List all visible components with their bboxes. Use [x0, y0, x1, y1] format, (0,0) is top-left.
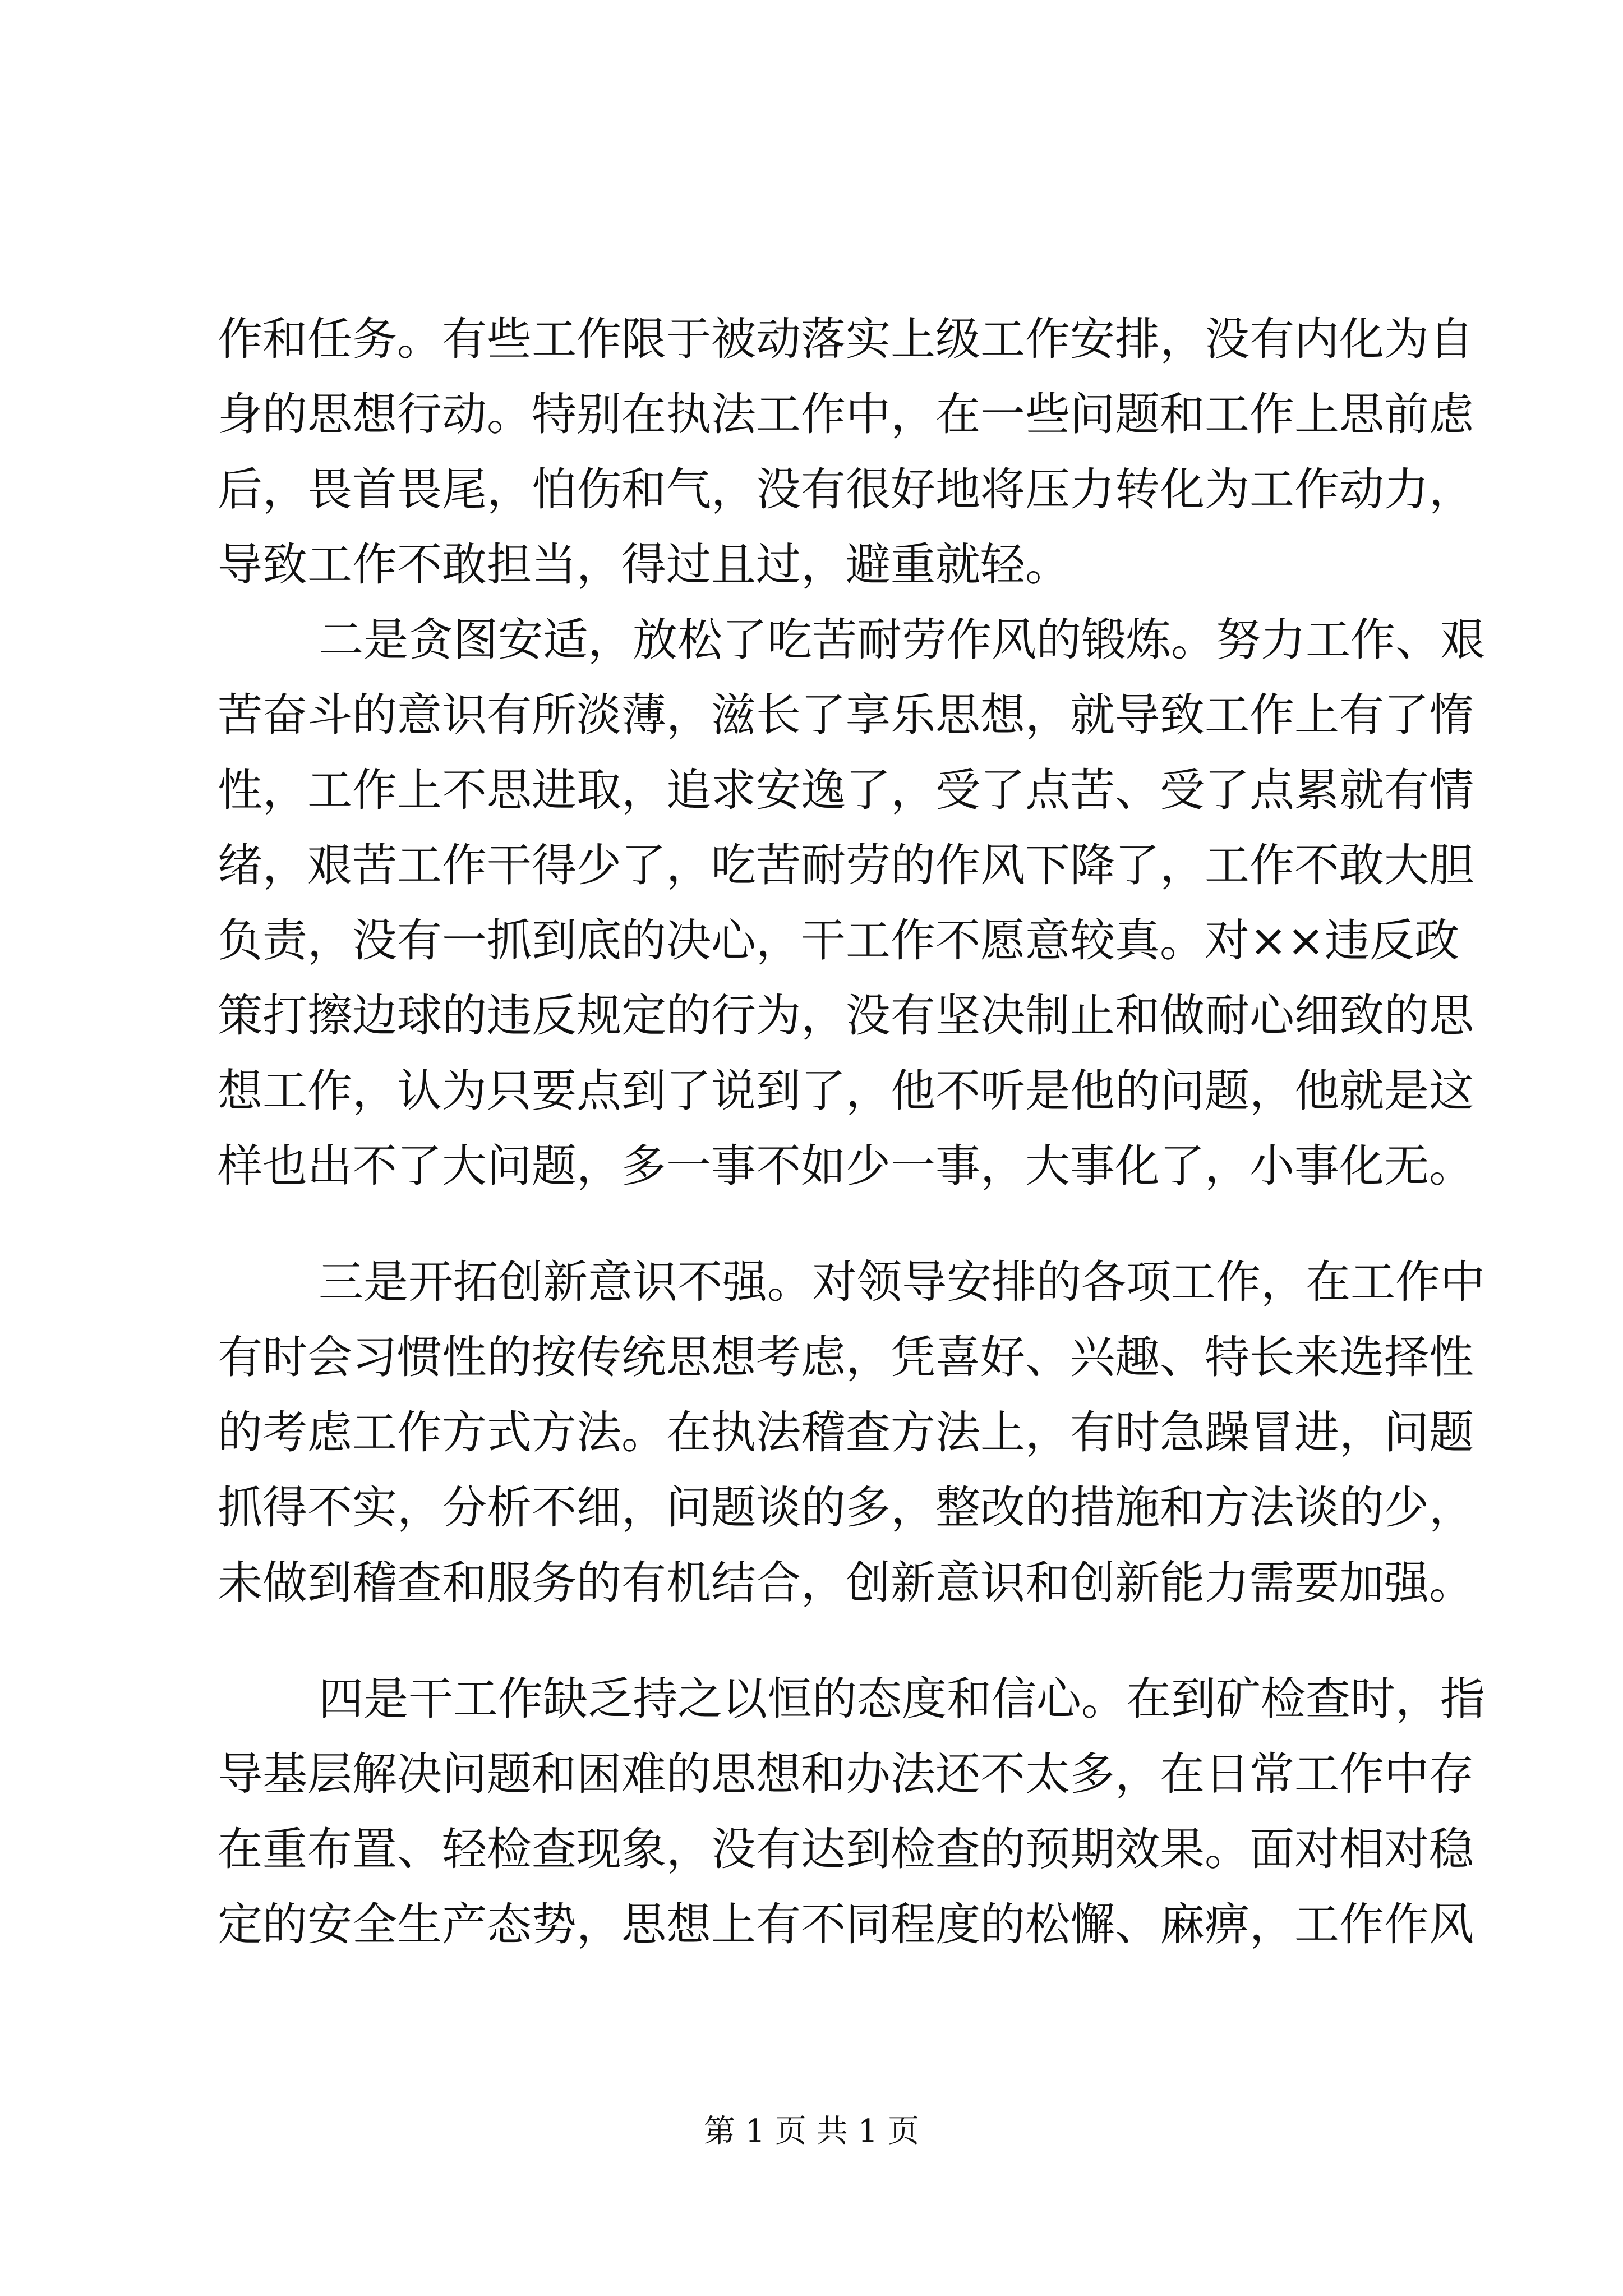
text-line: 导致工作不敢担当，得过且过，避重就轻。	[218, 539, 1070, 591]
text-line: 绪，艰苦工作干得少了，吃苦耐劳的作风下降了，工作不敢大胆	[218, 839, 1474, 891]
text-line: 抓得不实，分析不细，问题谈的多，整改的措施和方法谈的少，	[218, 1481, 1474, 1534]
text-line: 苦奋斗的意识有所淡薄，滋长了享乐思想，就导致工作上有了惰	[218, 689, 1474, 741]
text-line: 未做到稽查和服务的有机结合，创新意识和创新能力需要加强。	[218, 1557, 1474, 1609]
paragraph-start-line: 二是贪图安适，放松了吃苦耐劳作风的锻炼。努力工作、艰	[319, 614, 1485, 666]
paragraph-start-line: 三是开拓创新意识不强。对领导安排的各项工作，在工作中	[319, 1256, 1485, 1308]
text-line: 在重布置、轻检查现象，没有达到检查的预期效果。面对相对稳	[218, 1823, 1474, 1875]
text-line: 负责，没有一抓到底的决心，干工作不愿意较真。对××违反政	[218, 914, 1460, 967]
page-number-footer: 第 1 页 共 1 页	[703, 2113, 920, 2150]
text-line: 策打擦边球的违反规定的行为，没有坚决制止和做耐心细致的思	[218, 990, 1474, 1042]
text-line: 有时会习惯性的按传统思想考虑，凭喜好、兴趣、特长来选择性	[218, 1331, 1474, 1383]
text-line: 样也出不了大问题，多一事不如少一事，大事化了，小事化无。	[218, 1140, 1474, 1192]
text-line: 定的安全生产态势，思想上有不同程度的松懈、麻痹，工作作风	[218, 1898, 1474, 1950]
text-line: 的考虑工作方式方法。在执法稽查方法上，有时急躁冒进，问题	[218, 1406, 1474, 1458]
text-line: 身的思想行动。特别在执法工作中，在一些问题和工作上思前虑	[218, 388, 1474, 440]
text-line: 性，工作上不思进取，追求安逸了，受了点苦、受了点累就有情	[218, 764, 1474, 816]
text-line: 后，畏首畏尾，怕伤和气，没有很好地将压力转化为工作动力，	[218, 463, 1474, 516]
text-line: 想工作，认为只要点到了说到了，他不听是他的问题，他就是这	[218, 1065, 1474, 1117]
text-line: 导基层解决问题和困难的思想和办法还不太多，在日常工作中存	[218, 1748, 1474, 1800]
paragraph-start-line: 四是干工作缺乏持之以恒的态度和信心。在到矿检查时，指	[319, 1673, 1485, 1725]
text-line: 作和任务。有些工作限于被动落实上级工作安排，没有内化为自	[218, 313, 1474, 365]
